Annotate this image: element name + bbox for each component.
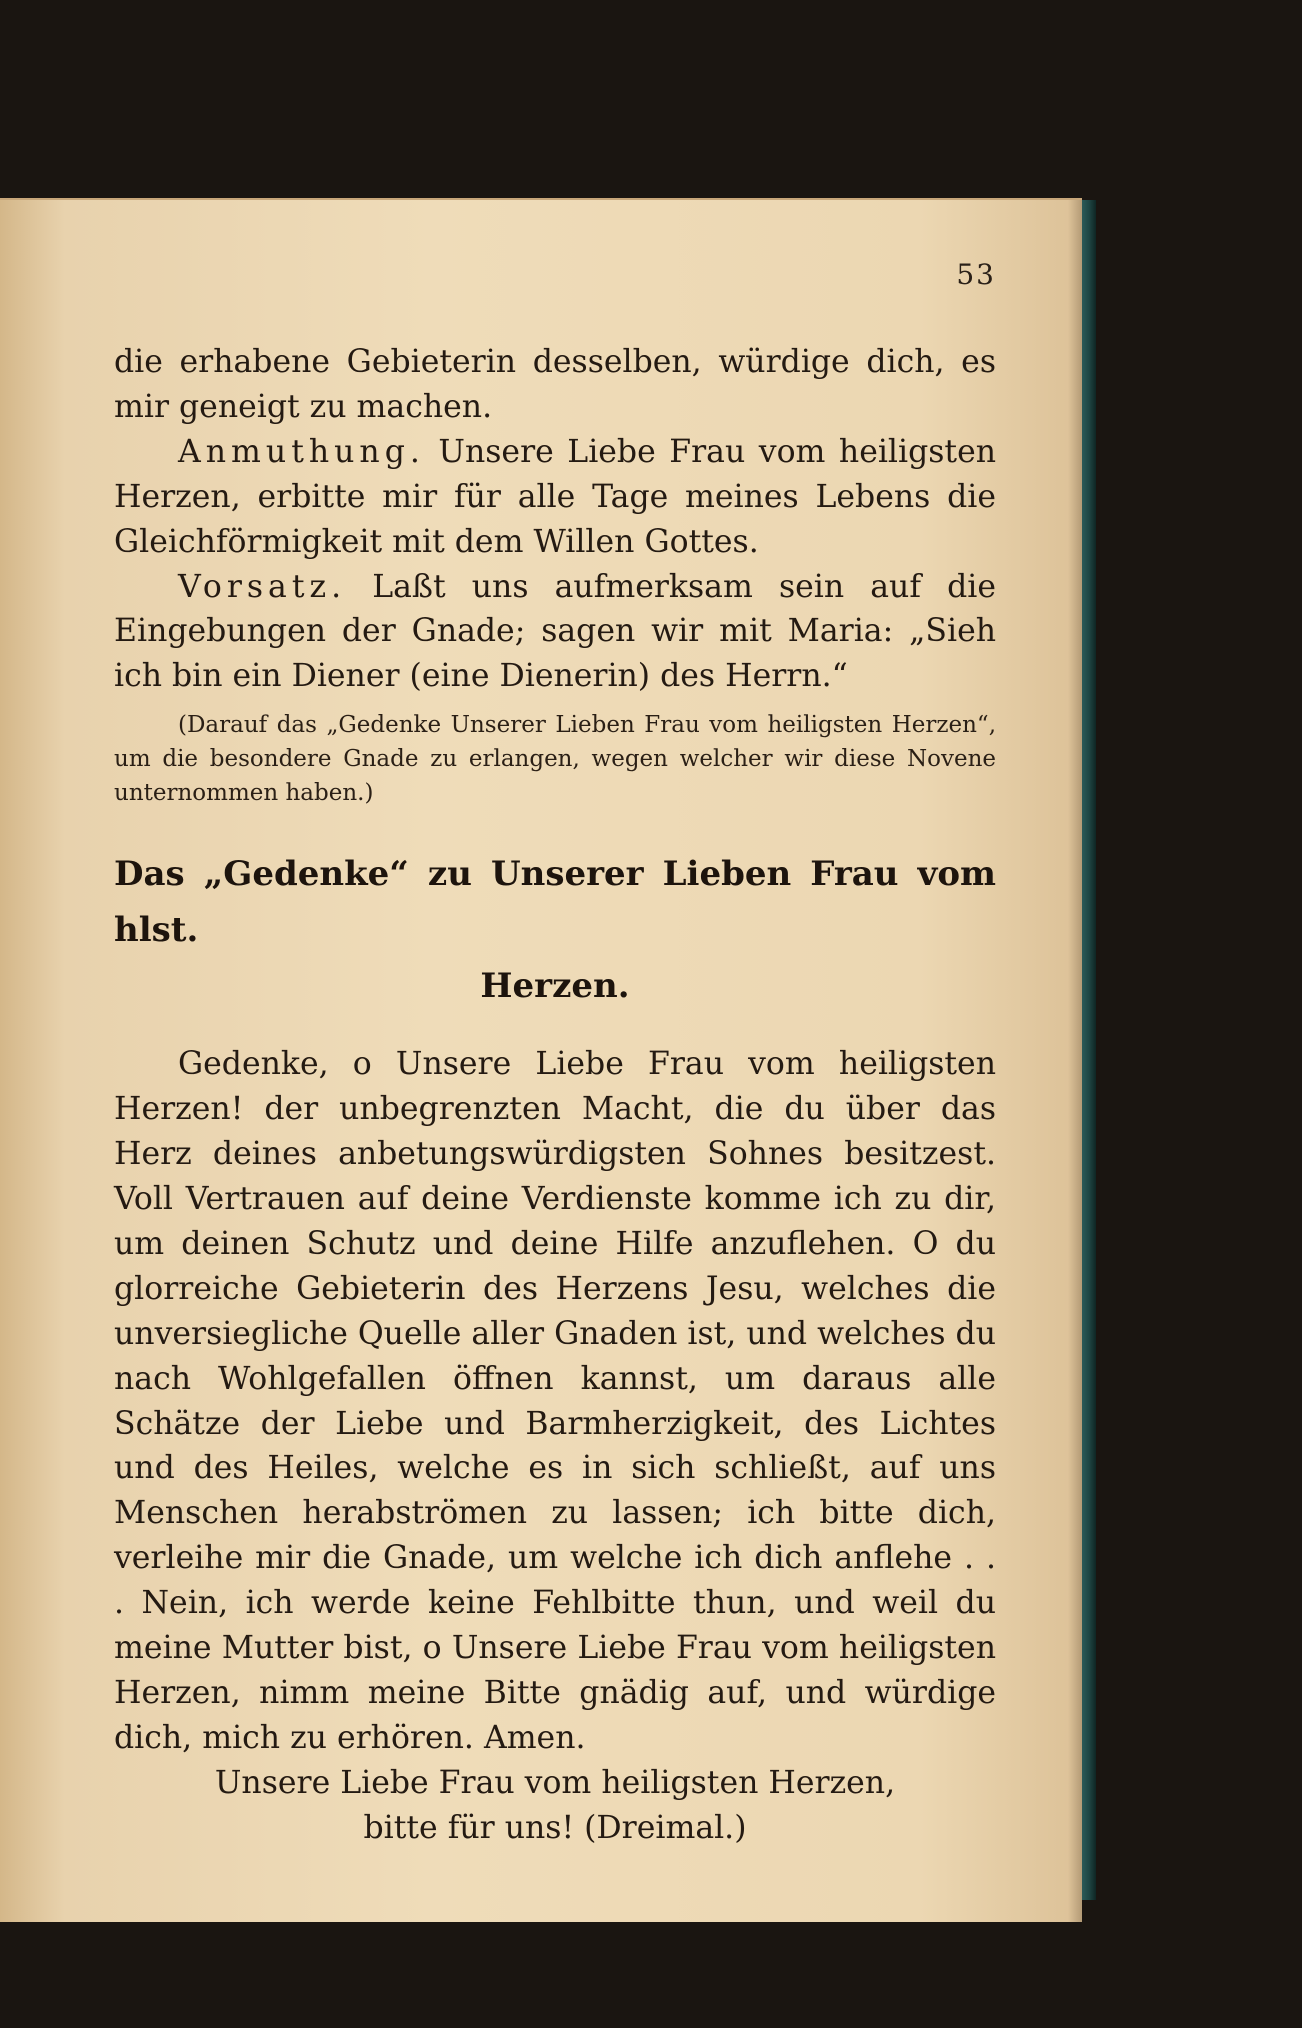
paragraph-anmuthung (114, 430, 996, 565)
page-body (114, 340, 996, 1851)
section-heading (114, 846, 996, 1014)
label-vorsatz: Vorsatz. (178, 568, 347, 605)
page-number: 53 (956, 258, 996, 291)
paragraph-vorsatz (114, 565, 996, 700)
heading-line-2: Herzen. (480, 966, 630, 1007)
closing-line-1: Unsere Liebe Frau vom heiligsten Herzen, (214, 1764, 896, 1801)
label-anmuthung: Anmuthung. (178, 433, 425, 470)
paragraph-continuation: die erhabene Gebieterin desselben, würdige dich, es mir geneigt zu machen. (114, 344, 996, 425)
instruction-note: (Darauf das „Gedenke Unserer Lieben Frau vom heiligsten Herzen“, um die besondere Gnade zu erlangen, wegen welcher wir diese Novene unternommen haben.) (114, 712, 996, 807)
text-vorsatz: Laßt uns aufmerksam sein auf die Eingebungen der Gnade; sagen wir mit Maria: „Sieh ich bin ein Diener (eine Dienerin) des Herrn.“ (114, 568, 996, 695)
closing-line-2: bitte für uns! (Dreimal.) (363, 1809, 747, 1846)
heading-line-1: Das „Gedenke“ zu Unserer Lieben Frau vom hlst. (114, 854, 996, 951)
book-cover-edge (1082, 200, 1096, 1900)
prayer-text: Gedenke, o Unsere Liebe Frau vom heiligsten Herzen! der unbegrenzten Macht, die du über das Herz deines anbetungswürdigsten Sohnes besitzest. Voll Vertrauen auf deine Verdienste komme ich zu dir, um deinen Schutz und deine Hilfe anzuflehen. O du glorreiche Gebieterin des Herzens Jesu, welches die unversiegliche Quelle aller Gnaden ist, und welches du nach Wohlgefallen öffnen kannst, um daraus alle Schätze der Liebe und Barmherzigkeit, des Lichtes und des Heiles, welche es in sich schließt, auf uns Menschen herabströmen zu lassen; ich bitte dich, verleihe mir die Gnade, um welche ich dich anflehe . . . Nein, ich werde keine Fehlbitte thun, und weil du meine Mutter bist, o Unsere Liebe Frau vom heiligsten Herzen, nimm meine Bitte gnädig auf, und würdige dich, mich zu erhören. Amen. (114, 1046, 996, 1756)
text-anmuthung: Unsere Liebe Frau vom heiligsten Herzen, erbitte mir für alle Tage meines Lebens die Gleichförmigkeit mit dem Willen Gottes. (114, 433, 996, 560)
